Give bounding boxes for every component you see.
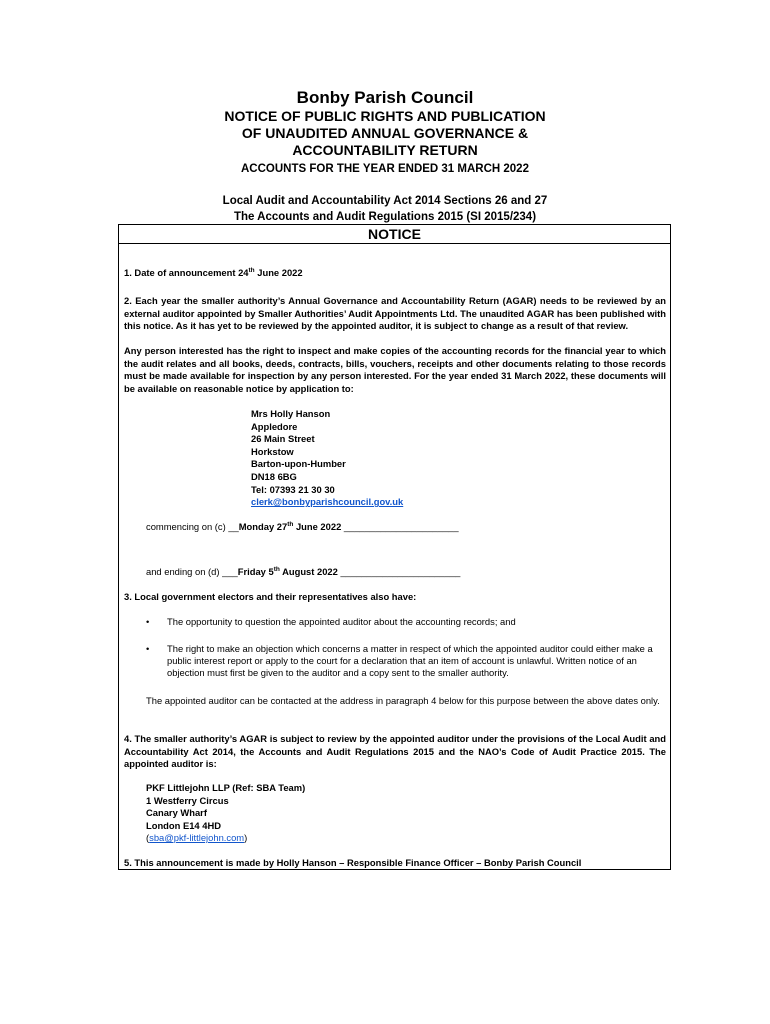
clerk-address-line4: Barton-upon-Humber	[251, 458, 346, 470]
auditor-name: PKF Littlejohn LLP (Ref: SBA Team)	[146, 782, 306, 793]
clerk-address-line1: Appledore	[251, 420, 298, 432]
auditor-address	[146, 782, 305, 845]
ending-month: August 2022	[279, 566, 341, 577]
legislation-act: Local Audit and Accountability Act 2014 Sections 26 and 27	[222, 195, 548, 207]
bullet-point: •	[146, 643, 150, 654]
clerk-postcode: DN18 6BG	[251, 470, 297, 482]
agar-review-paragraph: 2. Each year the smaller authority’s Annual Governance and Accountability Return (AGAR) needs to be reviewed by an external auditor appointed by Smaller Authorities’ Audit Appointments Ltd. The unaudited AGAR has been published with this notice. As it has yet to be reviewed by the appointed auditor, it is subject to change as a result of that review.	[124, 295, 666, 331]
council-name: Bonby Parish Council	[296, 88, 474, 107]
auditor-address-line2: Canary Wharf	[146, 807, 207, 819]
commencing-sup: th	[287, 520, 294, 528]
notice-heading-line3: ACCOUNTABILITY RETURN	[292, 142, 478, 158]
auditor-email-link[interactable]: sba@pkf-littlejohn.com	[149, 832, 245, 844]
bullet-point: •	[146, 616, 150, 627]
announcement-date-text: 1. Date of announcement 24	[124, 267, 249, 278]
notice-box	[118, 224, 671, 870]
clerk-telephone: Tel: 07393 21 30 30	[251, 483, 335, 495]
announcement-date-sup: th	[248, 266, 255, 274]
commencing-blank: ______________________	[343, 521, 459, 532]
notice-heading-line2: OF UNAUDITED ANNUAL GOVERNANCE &	[241, 125, 529, 141]
objection-right: The right to make an objection which concerns a matter in respect of which the appointed auditor could either make a public interest report or apply to the court for a declaration that an item of account is unlawful. Written notice of an objection must first be given to the auditor and a copy sent to the smaller authority.	[167, 643, 653, 679]
notice-heading-line1: NOTICE OF PUBLIC RIGHTS AND PUBLICATION	[224, 108, 546, 124]
commencing-day: Monday 27	[238, 521, 288, 532]
announcement-date	[124, 267, 666, 280]
clerk-address	[251, 408, 403, 509]
auditor-address-line3: London E14 4HD	[146, 819, 222, 831]
auditor-email: (sba@pkf-littlejohn.com)	[146, 832, 248, 844]
auditor-contact-note: The appointed auditor can be contacted at the address in paragraph 4 below for this purpose between the above dates only.	[146, 695, 660, 706]
commencing-label: commencing on (c) __	[146, 521, 239, 532]
ending-blank: _______________________	[340, 566, 461, 577]
clerk-address-line3: Horkstow	[251, 445, 294, 457]
announcement-by: 5. This announcement is made by Holly Hanson – Responsible Finance Officer – Bonby Parish Council	[124, 857, 582, 868]
clerk-name: Mrs Holly Hanson	[251, 408, 331, 419]
inspection-rights-paragraph: Any person interested has the right to inspect and make copies of the accounting records for the financial year to which the audit relates and all books, deeds, contracts, bills, vouchers, receipts and other documents relating to those records must be made available for inspection by any person interested. For the year ended 31 March 2022, these documents will be available on reasonable notice by application to:	[124, 345, 666, 394]
clerk-address-line2: 26 Main Street	[251, 433, 315, 445]
question-auditor-right: The opportunity to question the appointed auditor about the accounting records; and	[167, 616, 516, 627]
commencing-month: June 2022	[293, 521, 344, 532]
ending-day: Friday 5	[237, 566, 274, 577]
commencing-date	[146, 521, 459, 534]
announcement-date-month: June 2022	[254, 267, 303, 278]
ending-label: and ending on (d) ___	[146, 566, 238, 577]
ending-sup: th	[273, 565, 280, 573]
notice-heading	[0, 108, 770, 159]
auditor-address-line1: 1 Westferry Circus	[146, 794, 229, 806]
elector-rights-heading: 3. Local government electors and their representatives also have:	[124, 591, 417, 602]
clerk-email-link[interactable]: clerk@bonbyparishcouncil.gov.uk	[251, 496, 404, 508]
accounts-year: ACCOUNTS FOR THE YEAR ENDED 31 MARCH 2022	[241, 163, 529, 175]
notice-title: NOTICE	[119, 225, 670, 244]
legislation	[0, 193, 770, 225]
agar-review-provisions: 4. The smaller authority’s AGAR is subject to review by the appointed auditor under the provisions of the Local Audit and Accountability Act 2014, the Accounts and Audit Regulations 2015 and the NAO’s Code of Audit Practice 2015. The appointed auditor is:	[124, 733, 666, 769]
ending-date	[146, 566, 460, 579]
legislation-regulations: The Accounts and Audit Regulations 2015 (SI 2015/234)	[233, 211, 537, 223]
